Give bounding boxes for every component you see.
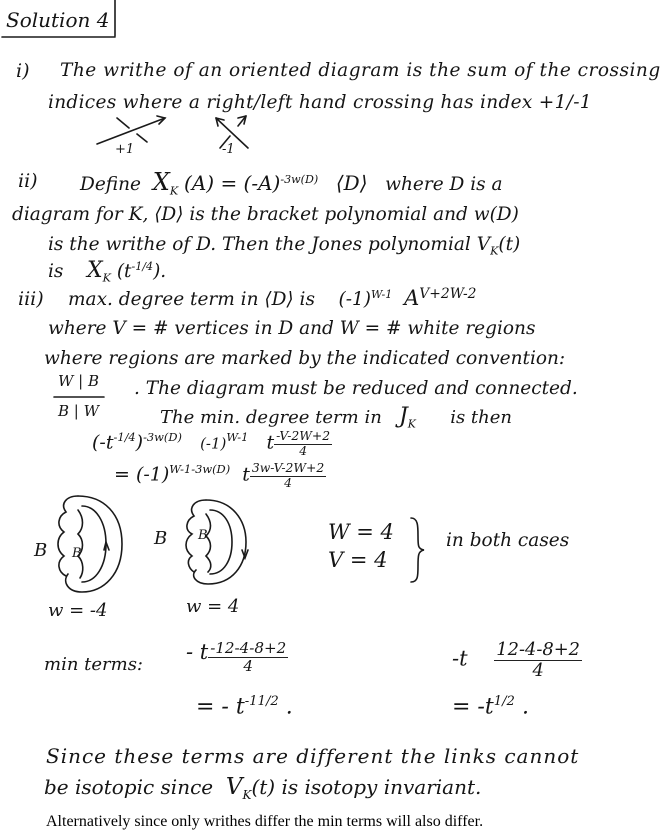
left-writhe: w = -4 [48, 600, 108, 621]
conclusion-line1: Since these terms are different the links cannot [46, 744, 580, 768]
min-terms-label: min terms: [44, 654, 143, 675]
crossing-neg-label: -1 [222, 142, 235, 157]
crossing-pos-label: +1 [115, 142, 135, 157]
title-box-edge [112, 0, 118, 40]
right-writhe: w = 4 [186, 596, 240, 617]
part-iii-line4: . The diagram must be reduced and connected. [134, 378, 578, 399]
convention-top: W | B [58, 372, 100, 390]
left-hand-crossing-icon [208, 112, 268, 162]
min-degree-eq2: = $(-1)^{W-1-3w(D)}$ t $\frac{3w-V-2W+2}{4}$ [114, 461, 325, 490]
page-title: Solution 4 [6, 8, 110, 32]
brace [408, 516, 428, 586]
part-iii-line2: where V = # vertices in D and W = # white regions [48, 318, 536, 339]
min-result-right: = $-t^{1/2}$ . [452, 694, 529, 720]
title-underline [0, 34, 120, 40]
part-iii-label: iii) [18, 288, 44, 310]
convention-bottom: B | W [58, 402, 100, 420]
W-equation: W = 4 [328, 520, 394, 544]
right-diagram-outer-label: B [154, 528, 168, 549]
left-diagram-inner-label: B [72, 546, 82, 561]
both-cases: in both cases [446, 530, 570, 551]
part-ii-label: ii) [18, 170, 38, 192]
min-degree-eq1: $(-t^{-1/4})^{-3w(D)}$ $(-1)^{W-1}$ t $\frac{-V-2W+2}{4}$ [92, 429, 331, 458]
part-i-line2: indices where a right/left hand crossing has index +1/-1 [48, 92, 592, 113]
right-diagram-inner-label: B [198, 528, 208, 543]
min-term-right: -t $\frac{12-4-8+2}{4}$ [452, 639, 581, 681]
part-i-line1: The writhe of an oriented diagram is the sum of the crossing [60, 60, 661, 81]
part-i-label: i) [16, 60, 30, 82]
part-ii-line2: diagram for K, ⟨D⟩ is the bracket polynomial and w(D) [12, 204, 519, 225]
min-result-left: = - $t^{-11/2}$ . [196, 694, 293, 720]
convention-divider [52, 394, 112, 400]
left-diagram-outer-label: B [34, 540, 48, 561]
V-equation: V = 4 [328, 548, 388, 572]
footer-note: Alternatively since only writhes differ the min terms will also differ. [46, 813, 484, 830]
part-iii-line5: The min. degree term in $J_K$ is then [160, 404, 513, 431]
left-link-diagram [48, 488, 138, 598]
right-hand-crossing-icon [95, 112, 175, 152]
part-ii-line1: Define $X_K$ $(A) = (-A)^{-3w(D)}$ ⟨D⟩ where D is a [80, 168, 503, 198]
part-ii-line4: is $X_K$ $(t^{-1/4})$. [48, 258, 167, 285]
conclusion-line2: be isotopic since $V_K(t)$ is isotopy invariant. [44, 774, 482, 802]
part-ii-line3: is the writhe of D. Then the Jones polynomial $V_K(t)$ [48, 234, 521, 258]
part-iii-line3: where regions are marked by the indicated convention: [44, 348, 566, 369]
right-link-diagram [176, 494, 266, 594]
min-term-left: - t $\frac{-12-4-8+2}{4}$ [186, 639, 287, 675]
part-iii-line1: max. degree term in ⟨D⟩ is $(-1)^{W-1}$ $A^{V+2W-2}$ [68, 286, 477, 311]
